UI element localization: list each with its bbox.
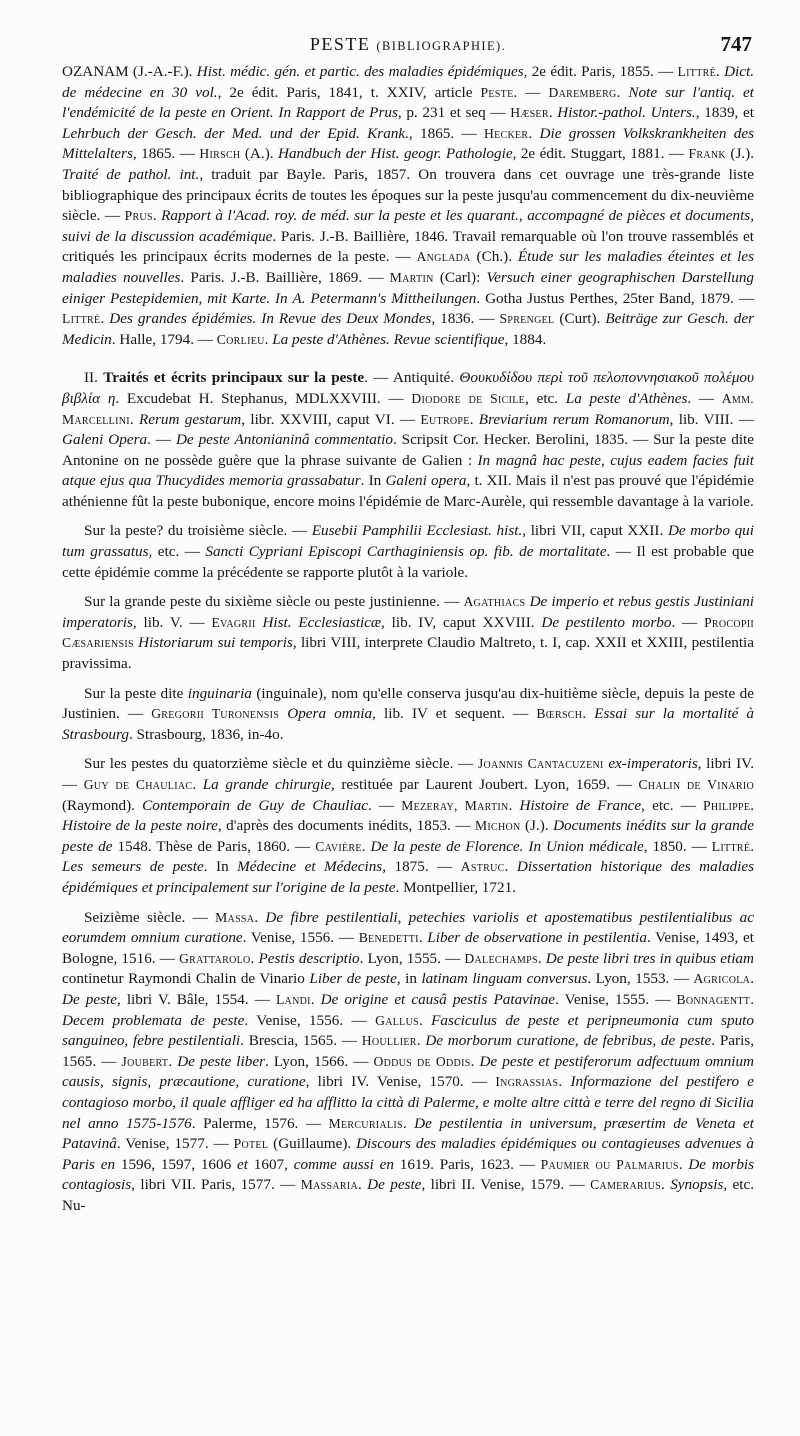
title-text: Documents inédits sur la grande peste de: [62, 817, 755, 855]
text-run: , libri V. Bâle, 1554. —: [116, 990, 276, 1008]
author-name: Agricola: [693, 971, 751, 987]
text-run: , lib. IV et sequent. —: [372, 705, 537, 723]
text-run: , 1839, et: [695, 104, 754, 122]
title-text: Historiarum sui temporis: [138, 634, 293, 652]
text-run: .: [537, 949, 546, 967]
text-run: .: [192, 776, 203, 793]
author-name: Philippe: [703, 797, 751, 813]
author-name: Evagrii: [211, 614, 256, 630]
title-text: De fibre pestilentiali, petechies variolis et apostematibus pestilentialibus ac eorumdem omnium curatione: [62, 908, 754, 947]
author-name: Michon: [474, 818, 521, 834]
page-header: [62, 32, 754, 62]
author-name: Grattarolo: [179, 950, 251, 966]
title-text: Pestis descriptio: [258, 949, 360, 967]
author-name: Gregorii Turonensis: [151, 706, 280, 722]
title-text: De peste libri tres in quibus etiam: [545, 949, 754, 967]
text-run: . Halle, 1794. —: [111, 330, 217, 348]
text-run: .: [582, 705, 595, 723]
text-run: , 1875. —: [382, 858, 461, 876]
text-run: . Palerme, 1576. —: [191, 1114, 329, 1132]
title-text: Discours des maladies épidémiques ou contagieuses advenues à Paris en: [62, 1135, 755, 1173]
text-run: . Venise, 1493, et Bologne, 1516. —: [62, 929, 754, 967]
author-name: Sprengel: [499, 311, 555, 327]
title-text: ex-imperatoris: [608, 755, 698, 773]
text-run: (A.).: [240, 145, 278, 163]
text-run: .: [750, 837, 755, 855]
text-run: , in: [396, 970, 422, 988]
author-name: Ingrassias: [495, 1074, 559, 1090]
text-run: .: [750, 796, 755, 814]
text-run: . — Il est probable que cette épidémie comme la précédente se rapporte plutôt à la variole.: [62, 543, 754, 581]
text-run: . Paris. J.-B. Baillière, 1846. Travail remarquable où l'on trouve rassemblés et critiqués les principaux écrits modernes de la peste. —: [62, 227, 754, 266]
author-name: Benedetti: [358, 930, 419, 946]
title-text: comme aussi en: [293, 1155, 394, 1173]
author-name: Littré: [711, 838, 751, 854]
title-text: De pestilento morbo: [541, 613, 672, 631]
text-run: , traduit par Bayle. Paris, 1857. On trouvera dans cet ouvrage une très-grande liste bibliographique des principaux écrits de toutes les époques sur la peste jusqu'au commencement du dix-neuvième siècle. —: [62, 165, 754, 225]
text-run: , lib. V. —: [132, 613, 212, 631]
text-run: , etc. —: [641, 796, 704, 814]
author-name: Diodore de Sicile: [411, 390, 526, 406]
text-run: , etc. —: [148, 543, 206, 561]
running-title: [62, 34, 754, 55]
page-number: 747: [720, 32, 752, 56]
title-text: Beiträge zur Gesch. der Medicin: [62, 310, 754, 348]
text-run: 1548. Thèse de Paris, 1860. —: [112, 837, 316, 855]
author-name: Martin: [389, 269, 434, 285]
title-text: In magnâ hac peste, cujus eadem facies fuit atque ejus qua Thucydides memoria grassabatur: [62, 451, 754, 490]
text-run: , libri II. Venise, 1579. —: [421, 1176, 591, 1194]
author-name: Hecker: [483, 125, 529, 141]
author-name: Camerarius: [590, 1177, 662, 1193]
title-text: Histoire de la peste noire: [62, 817, 218, 835]
text-run: Sur la peste dite: [84, 684, 188, 702]
author-name: Gallus: [375, 1012, 419, 1028]
author-name: Astruc: [460, 859, 505, 875]
title-text: Die grossen Volkskrankheiten des Mittelalters: [62, 124, 755, 163]
text-run: (Ch.).: [470, 248, 518, 266]
title-text: Lehrbuch der Gesch. der Med. und der Epid. Krank.: [62, 124, 409, 142]
text-run: , libr. XXVIII, caput VI. —: [241, 410, 421, 428]
author-name: Hirsch: [199, 146, 241, 162]
text-run: .: [361, 837, 371, 855]
author-name: Houllier: [361, 1033, 417, 1049]
author-name: Bœrsch: [536, 706, 583, 722]
text-run: .: [250, 949, 259, 967]
title-text: De peste liber: [177, 1052, 265, 1070]
title-text: Opera omnia: [287, 705, 373, 723]
author-name: Dalechamps: [464, 950, 538, 966]
title-text: De la peste de Florence. In Union médicale: [370, 837, 644, 855]
text-run: , 1836. —: [431, 310, 500, 328]
title-text: Dissertation historique des maladies épidémiques et principalement sur l'origine de la peste: [62, 858, 754, 896]
text-run: Sur les pestes du quatorzième siècle et du quinzième siècle. —: [84, 755, 478, 773]
title-text: Handbuch der Hist. geogr. Pathologie: [278, 145, 513, 163]
author-name: Cavière: [315, 838, 362, 854]
text-run: .: [168, 1052, 178, 1070]
text-run: (J.).: [520, 817, 554, 835]
text-run: . Lyon, 1555. —: [359, 949, 465, 967]
text-run: , 1884.: [504, 330, 547, 348]
sixth-century-paragraph: [62, 592, 754, 674]
text-run: (Curt).: [554, 310, 606, 328]
author-name: Potel: [233, 1136, 269, 1152]
text-run: . Venise, 1555. —: [555, 990, 677, 1008]
text-run: . Venise, 1556. —: [244, 1011, 376, 1029]
title-text: Essai sur la mortalité à Strasbourg: [62, 705, 755, 743]
text-run: , 1865. —: [132, 145, 200, 163]
text-run: . Scripsit Cor. Hecker. Berolini, 1835. — Sur la peste dite Antonine on ne possède guère que la phrase suivante de Galien :: [62, 431, 754, 469]
text-run: .: [548, 104, 558, 122]
text-run: , t. XII. Mais il n'est pas prouvé que l'épidémie athénienne fût la peste bubonique, encore moins l'épidémie de Marc-Aurèle, qui ressemble davantage à la variole.: [62, 472, 754, 510]
text-run: .: [528, 124, 540, 142]
title-text: Synopsis: [670, 1176, 724, 1194]
text-run: . In: [203, 858, 238, 876]
title-text: Sancti Cypriani Episcopi Carthaginiensis op. fib. de mortalitate: [205, 543, 607, 561]
author-name: Bonnagentt: [676, 991, 751, 1007]
text-run: (J.).: [725, 145, 755, 163]
author-name: Frank: [688, 146, 726, 162]
text-run: (Carl):: [433, 268, 487, 286]
text-run: , d'après des documents inédits, 1853. —: [217, 817, 475, 835]
text-run: , 1865. —: [408, 124, 484, 142]
text-run: , 2e édit. Stuggart, 1881. —: [512, 145, 689, 163]
author-name: Joubert: [121, 1053, 169, 1069]
text-run: . —: [671, 613, 705, 631]
title-text: Eusebii Pamphilii Ecclesiast. hist.: [311, 522, 523, 540]
inguinaria-paragraph: [62, 684, 754, 746]
text-run: .: [470, 1052, 480, 1070]
text-run: .: [750, 970, 754, 988]
title-text: De origine et causâ pestis Patavinae: [320, 990, 556, 1008]
title-text: Liber de observatione in pestilentia: [427, 929, 647, 947]
text-run: . Gotha Justus Perthes, 25ter Band, 1879. —: [476, 289, 755, 307]
title-text: Breviarium rerum Romanorum: [478, 410, 670, 428]
text-run: .: [678, 1155, 689, 1173]
text-run: . —: [687, 389, 722, 407]
text-run: .: [616, 83, 629, 101]
text-run: , lib. VIII. —: [669, 410, 755, 428]
title-text: Des grandes épidémies. In Revue des Deux Mondes: [109, 310, 432, 328]
title-text: et: [237, 1155, 248, 1173]
fourteenth-century-paragraph: [62, 754, 754, 898]
text-run: , libri IV. Venise, 1570. —: [305, 1073, 496, 1091]
text-run: , libri VII. Paris, 1577. —: [131, 1176, 301, 1194]
title-text: De peste: [367, 1176, 422, 1194]
author-name: Procopii Cæsariensis: [62, 614, 755, 651]
text-run: .: [357, 1176, 368, 1194]
author-name: Paumier ou Palmarius: [540, 1156, 679, 1172]
title-text: Rapport à l'Acad. roy. de méd. sur la peste et les quarant., accompagné de pièces et documents, suivi de la discussion académique: [62, 207, 754, 245]
title-text: La peste d'Athènes: [565, 389, 688, 407]
text-run: .: [402, 1114, 415, 1132]
title-text: Histor.-pathol. Unters.: [557, 104, 696, 122]
text-run: .: [508, 796, 520, 814]
title-text: De peste et pestiferorum adfectuum omnium causis, signis, præcautione, curatione: [62, 1052, 755, 1091]
text-run: . —: [147, 431, 176, 449]
text-run: . — Antiquité.: [364, 369, 460, 387]
author-name: Hæser: [510, 105, 549, 121]
author-name: Chalin de Vinario: [638, 777, 754, 792]
text-run: . Brescia, 1565. —: [240, 1032, 362, 1050]
text-run: .: [418, 929, 428, 947]
text-run: . —: [368, 796, 402, 814]
text-run: Seizième siècle. —: [84, 908, 216, 926]
text-run: .: [469, 410, 479, 428]
title-text: Hist. Ecclesiasticæ: [262, 613, 382, 631]
text-run: . Lyon, 1553. —: [587, 970, 694, 988]
text-run: , libri VIII, interprete Claudio Maltreto, t. I, cap. XXII et XXIII, pestilentia pravissima.: [62, 634, 755, 673]
text-run: , p. 231 et seq —: [397, 104, 511, 122]
section-ii-antiquity-paragraph: [62, 368, 754, 512]
author-name: Joannis Cantacuzeni: [477, 756, 604, 772]
author-name: Landi: [275, 991, 311, 1007]
author-name: Prus: [124, 208, 153, 224]
text-run: , libri VII, caput XXII.: [522, 522, 668, 540]
text-run: , lib. IV, caput XXVIII.: [381, 613, 542, 631]
text-run: OZANAM (J.-A.-F.).: [62, 63, 197, 80]
title-text: Contemporain de Guy de Chauliac: [142, 796, 369, 814]
title-text: De pestilentia in universum, præsertim de Veneta et Patavinâ: [62, 1114, 754, 1153]
text-run: . —: [513, 83, 549, 101]
text-run: 1607,: [247, 1155, 294, 1173]
author-name: Guy de Chauliac: [83, 777, 193, 792]
title-text: De morborum curatione, de febribus, de peste: [425, 1032, 712, 1050]
title-text: Dict. de médecine en 30 vol.: [62, 63, 755, 101]
title-text: Médecine et Médecins: [237, 858, 383, 876]
text-run: 1619. Paris, 1623. —: [393, 1155, 541, 1173]
author-name: Littré: [677, 64, 716, 79]
title-text: Galeni Opera: [62, 431, 148, 449]
title-text: Informazione del pestifero e contagioso morbo, il quale affliger ed ha afflitto la città di Palerme, e molte altre città e terre del regno di Sicilia nel anno 1575-1576: [62, 1073, 754, 1132]
text-run: .: [715, 63, 725, 80]
bibliography-paragraph-1: [62, 62, 754, 350]
text-run: .: [558, 1073, 571, 1091]
author-name: Daremberg: [548, 84, 617, 100]
title-text: Note sur l'antiq. et l'endémicité de la peste en Orient. In Rapport de Prus: [62, 83, 754, 122]
text-run: .: [310, 990, 321, 1008]
text-run: continetur Raymondi Chalin de Vinario: [62, 970, 310, 988]
text-run: .: [661, 1176, 671, 1194]
text-run: Sur la peste? du troisième siècle. —: [84, 522, 312, 540]
author-name: Mercurialis: [328, 1115, 403, 1131]
text-run: .: [418, 1011, 432, 1029]
text-run: . Lyon, 1566. —: [264, 1052, 374, 1070]
text-run: , restituée par Laurent Joubert. Lyon, 1659. —: [330, 776, 639, 793]
author-name: Agathiacs: [463, 594, 526, 610]
text-run: .: [504, 858, 517, 876]
title-text: La grande chirurgie: [202, 776, 331, 793]
text-run: . Paris. J.-B. Baillière, 1869. —: [180, 268, 390, 286]
running-title-main: PESTE: [309, 34, 371, 54]
title-text: De morbo qui tum grassatus: [62, 522, 754, 561]
text-run: .: [129, 410, 139, 428]
text-run: (inguinale), nom qu'elle conserva jusqu'au dix-huitième siècle, depuis la peste de Justinien. —: [62, 684, 754, 723]
title-text: Versuch einer geographischen Darstellung einiger Pestepidemien, mit Karte. In A. Petermann's Mittheilungen: [62, 268, 755, 307]
text-run: .: [254, 908, 266, 926]
title-text: latinam linguam conversus: [421, 970, 588, 988]
title-text: Liber de peste: [309, 970, 397, 988]
author-name: Massaria: [300, 1177, 358, 1193]
text-run: , libri IV. —: [62, 755, 754, 793]
title-text: Decem problemata de peste: [62, 1011, 245, 1029]
text-run: . Montpellier, 1721.: [395, 878, 516, 896]
text-run: . Venise, 1556. —: [242, 929, 359, 947]
title-text: Galeni opera: [385, 472, 467, 490]
author-name: Corlieu: [216, 331, 265, 347]
third-century-paragraph: [62, 521, 754, 583]
text-run: . In: [360, 472, 386, 490]
author-name: Anglada: [416, 249, 471, 265]
author-name: Littré: [62, 311, 101, 327]
title-text: Traité de pathol. int.: [62, 165, 200, 183]
title-text: Fasciculus de peste et peripneumonia cum sputo sanguineo, febre pestilentiali: [62, 1011, 754, 1050]
title-text: Rerum gestarum: [138, 410, 242, 428]
text-run: . Paris, 1565. —: [62, 1032, 755, 1070]
author-name: Massa: [215, 909, 255, 925]
text-run: .: [152, 207, 162, 225]
running-title-subtitle: (BIBLIOGRAPHIE).: [376, 39, 507, 53]
title-text: De morbis contagiosis: [62, 1155, 755, 1194]
text-run: .: [416, 1032, 426, 1050]
author-name: Oddus de Oddis: [373, 1053, 471, 1069]
title-text: De peste: [62, 990, 117, 1008]
section-heading: Traités et écrits principaux sur la peste: [103, 369, 365, 387]
text-run: II.: [84, 369, 104, 387]
title-text: La peste d'Athènes. Revue scientifique: [272, 330, 505, 348]
title-text: Histoire de France: [519, 796, 642, 814]
text-run: 1596, 1597, 1606: [115, 1155, 237, 1173]
author-name: Mezeray, Martin: [401, 797, 509, 813]
title-text: De imperio et rebus gestis Justiniani imperatoris: [62, 593, 755, 631]
title-text: inguinaria: [187, 684, 252, 702]
text-run: . Excudebat H. Stephanus, MDLXXVIII. —: [115, 389, 412, 407]
text-run: , etc.: [525, 389, 566, 407]
title-text: Θουκυδίδου περὶ τοῦ πελοποννησιακοῦ πολέμου βιβλία η: [62, 369, 755, 407]
sixteenth-century-paragraph: [62, 908, 754, 1217]
author-name: Eutrope: [420, 411, 470, 427]
title-text: Hist. médic. gén. et partic. des maladies épidémiques: [196, 63, 524, 80]
title-text: Les semeurs de peste: [62, 858, 204, 876]
text-run: , etc. Nu-: [62, 1176, 755, 1214]
author-name: Peste: [480, 84, 514, 100]
text-run: , 1850. —: [643, 837, 712, 855]
text-run: , 2e édit. Paris, 1855. —: [523, 63, 678, 80]
title-text: Étude sur les maladies éteintes et les maladies nouvelles: [62, 248, 754, 286]
author-name: Amm. Marcellini: [62, 390, 754, 427]
text-run: Sur la grande peste du sixième siècle ou peste justinienne. —: [84, 593, 464, 611]
text-run: (Raymond).: [62, 796, 143, 814]
text-run: (Guillaume).: [268, 1135, 357, 1153]
text-run: .: [750, 990, 754, 1008]
text-run: , 2e édit. Paris, 1841, t. XXIV, article: [217, 83, 481, 101]
title-text: De peste Antonianinâ commentatio: [175, 431, 393, 449]
text-run: .: [100, 310, 110, 328]
text-run: .: [264, 330, 273, 348]
text-run: . Strasbourg, 1836, in-4o.: [128, 725, 284, 743]
text-run: . Venise, 1577. —: [116, 1135, 234, 1153]
